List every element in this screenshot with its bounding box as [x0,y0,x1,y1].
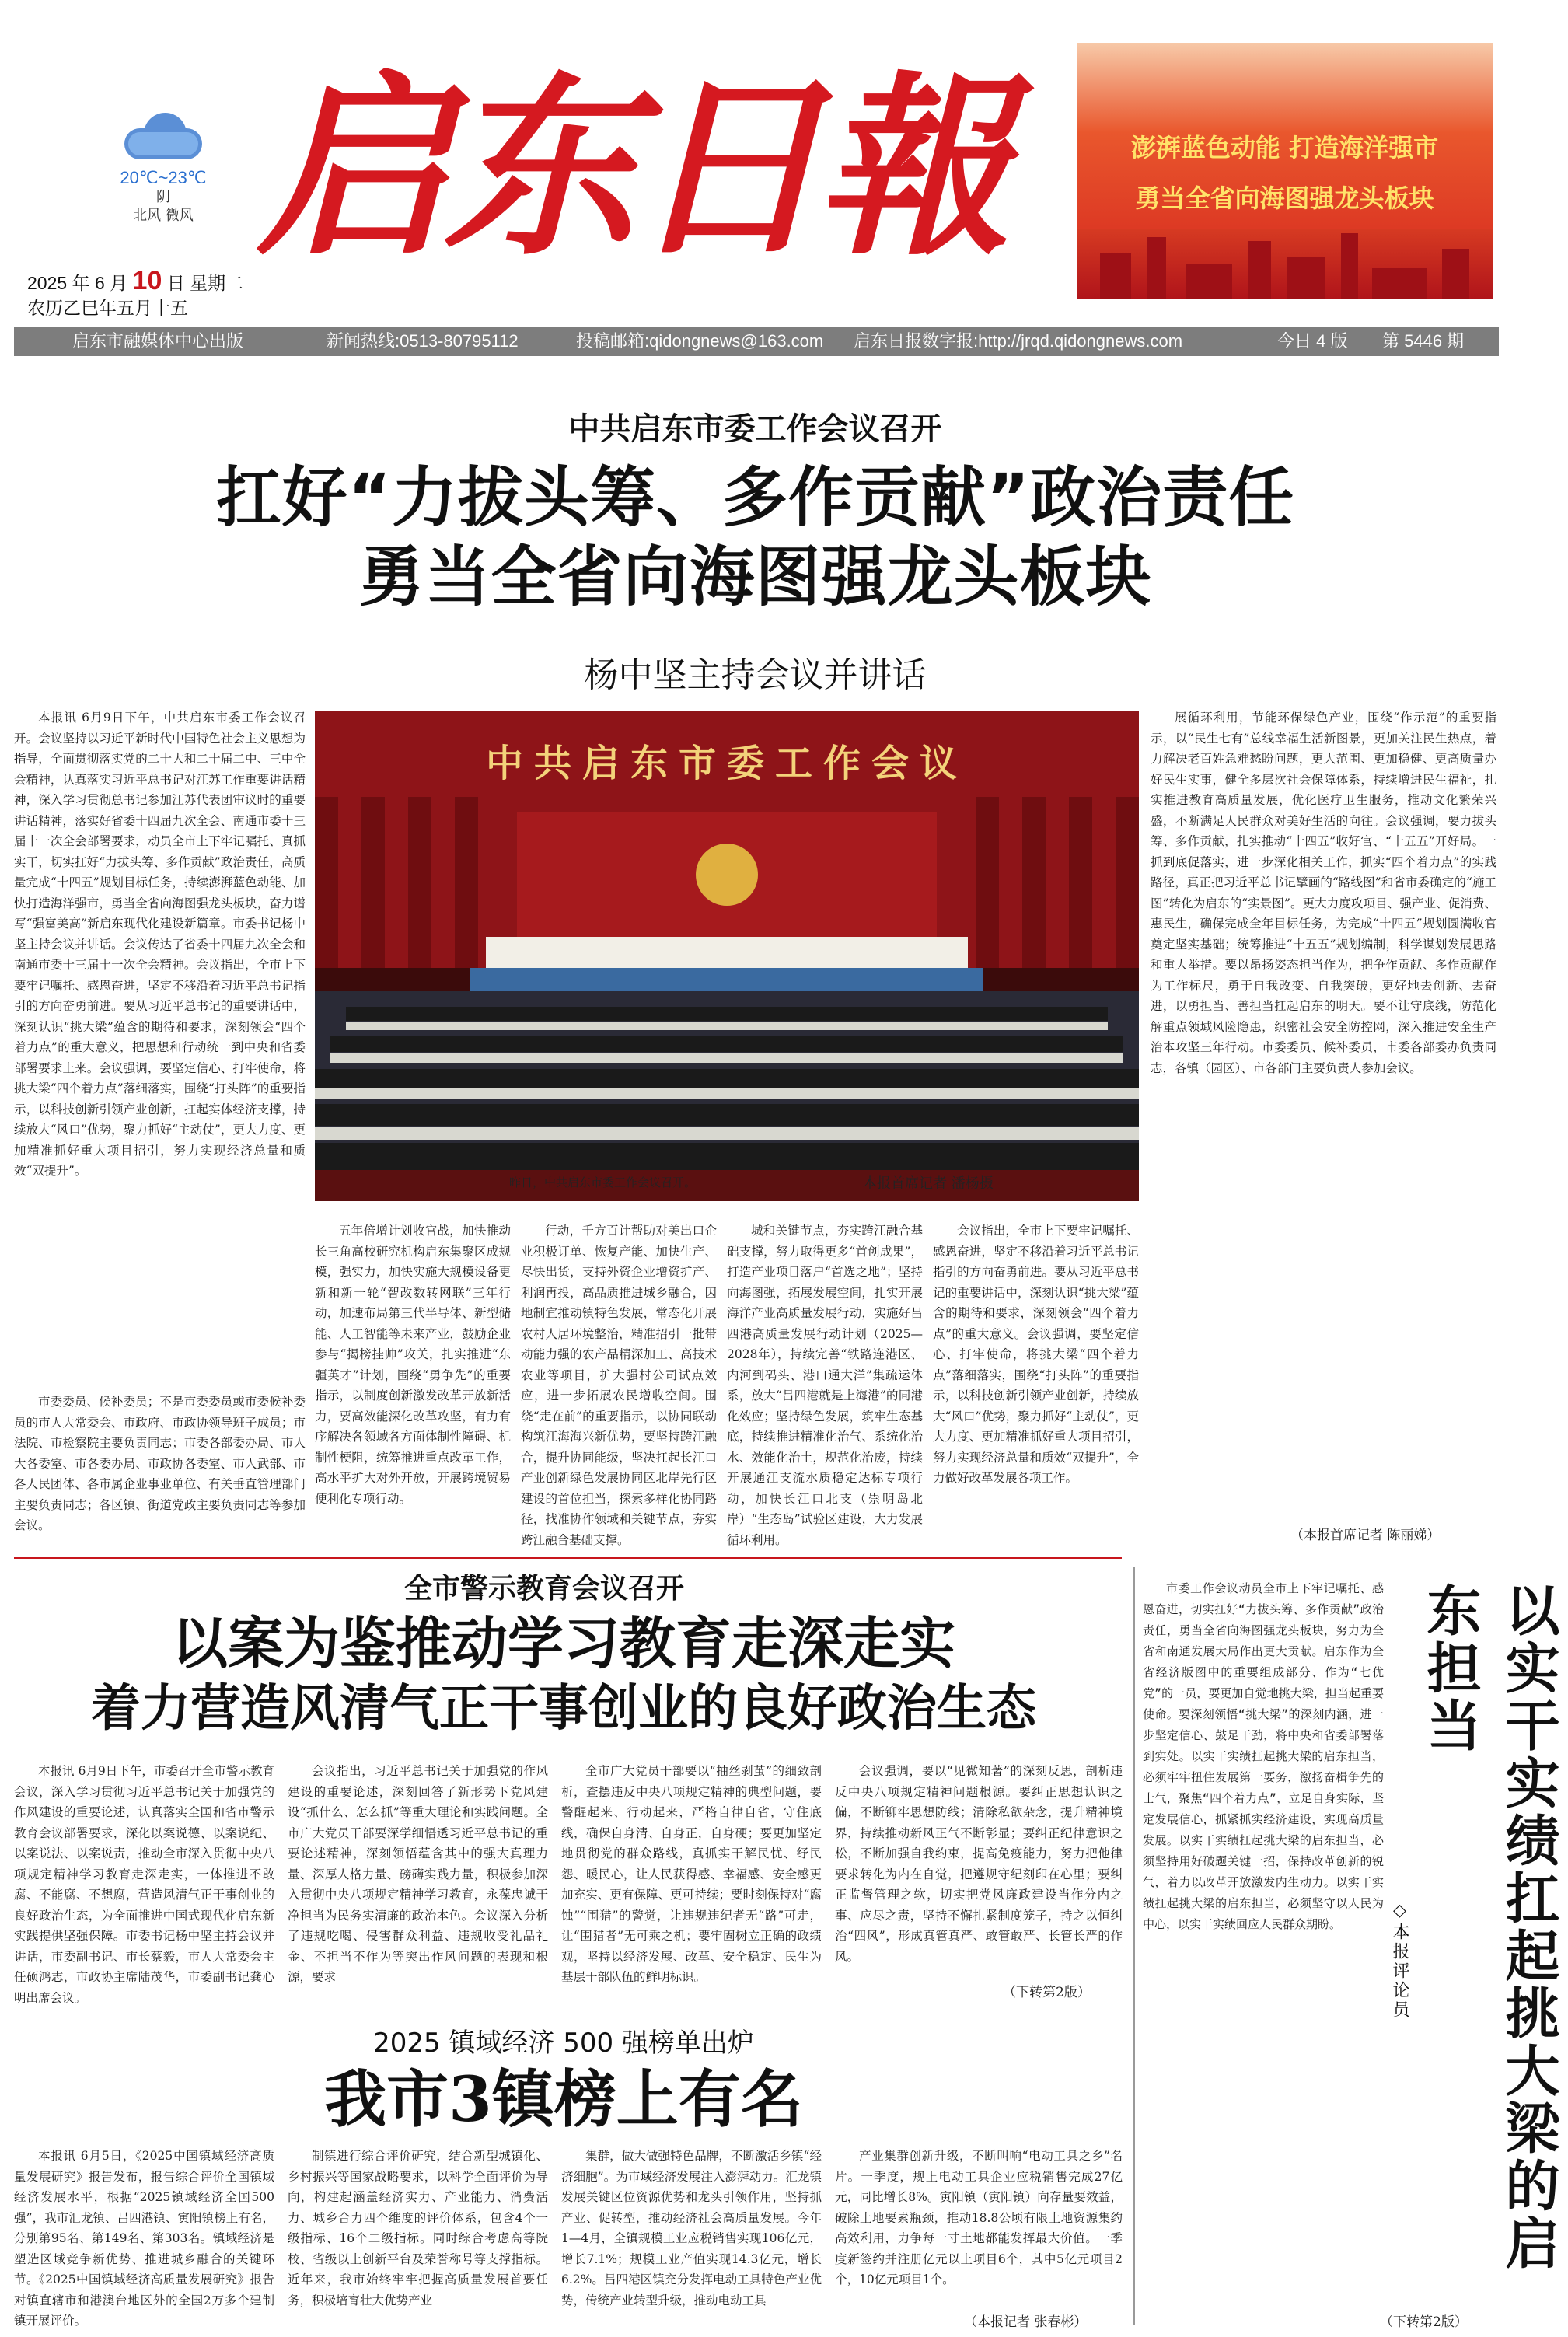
story1-text-left: 本报讯 6月9日下午，中共启东市委工作会议召开。会议坚持以习近平新时代中国特色社会主义思想为指导，全面贯彻落实党的二十大和二十届二中、三中全会精神，认真落实习近平总书记对江苏工作重要讲话精神，深入学习贯彻总书记参加江苏代表团审议时的重要讲话精神，落实好省委十四届九次全会、南通市委十三届十一次全会部署要求，动员全市上下牢记嘱托、真抓实干，切实扛好“力拔头筹、多作贡献”政治责任，高质量完成“十四五”规划目标任务，持续澎湃蓝色动能、加快打造海洋强市，勇当全省向海图强龙头板块，奋力谱写“强富美高”新启东现代化建设新篇章。市委书记杨中坚主持会议并讲话。会议传达了省委十四届九次全会和南通市委十三届十一次全会精神。会议指出，全市上下要牢记嘱托、感恩奋进，坚定不移沿着习近平总书记指引的方向奋勇前进。要从习近平总书记的重要讲话中，深刻认识“挑大梁”蕴含的期待和要求，深刻领会“四个着力点”的重大意义，把思想和行动统一到中央和省委部署要求上来。会议强调，要坚定信心、打牢使命，将挑大梁“四个着力点”落细落实，围绕“打头阵”的重要指示，以科技创新引领产业创新，扛起实体经济支撑，持续放大“风口”优势，聚力抓好“主动仗”，更大力度、更加精准抓好重大项目招引，努力实现经济总量和质效“双提升”。 [14,711,306,1178]
story3-kicker: 2025 镇域经济 500 强榜单出炉 [373,2028,754,2059]
cloudy-weather-icon [117,109,210,163]
story1-text-b4: 城和关键节点，夯实跨江融合基础支撑，努力取得更多“首创成果”，打造产业项目落户“首选之地”；坚持向海图强，拓展发展空间，扎实开展海洋产业高质量发展行动，实施好吕四港高质量发展行动计划（2025—2028年），持续完善“铁路连港区、内河到码头、港口通大洋”集疏运体系，放大“吕四港就是上海港”的同港化效应；坚持绿色发展，筑牢生态基底，持续推进精准化治气、系统化治水、效能化治土，规范化治废，持续开展通江支流水质稳定达标专项行动，加快长江口北支（崇明岛北岸）“生态岛”试验区建设，大力发展循环利用。 [727,1224,923,1547]
news-hotline: 新闻热线:0513-80795112 [327,331,519,351]
meeting-photo [315,711,1139,1201]
story1-column-b1 [14,1392,306,1547]
city-skyline-graphic [1077,229,1493,299]
newspaper-logo: 启东日報 [257,53,1003,281]
date-day: 10 [132,266,162,295]
story2-col4 [835,1761,1123,1979]
story3-credit: （本报记者 张春彬） [964,2314,1088,2330]
story1-text-b2: 五年倍增计划收官战，加快推动长三角高校研究机构启东集聚区成规模，强实力，加快实施大规模设备更新和新一轮“智改数转网联”三年行动，加速布局第三代半导体、新型储能、人工智能等未来产业，鼓励企业参与“揭榜挂帅”攻关，扎实推进“东疆英才”计划，围绕“勇争先”的重要指示，以制度创新激发改革开放新活力，要高效能深化改革攻坚，有力有序解决各领域各方面体制性障碍、机制性梗阻，统筹推进重点改革工作，高水平扩大对外开放，开展跨境贸易便利化专项行动。 [315,1224,511,1506]
submission-email[interactable]: 投稿邮箱:qidongnews@163.com [576,331,824,351]
story1-subtitle: 杨中坚主持会议并讲话 [584,655,927,695]
story2-jump: （下转第2版） [1003,1985,1091,2000]
story1-column-right [1151,707,1496,1547]
story2-kicker: 全市警示教育会议召开 [404,1573,685,1605]
photo-credit: 本报首席记者 潘杨摄 [863,1175,994,1192]
story2-col2 [288,1761,548,1998]
story2-text-4: 会议强调，要以“见微知著”的深刻反思，剖析违反中央八项规定精神问题根源。要纠正思想认识之偏，不断铆牢思想防线；清除私欲杂念，提升精神境界，持续推动新风正气不断彰显；要纠正纪律意识之松，不断加强自我约束，提高免疫能力，努力把他律要求转化为内在自觉，把遵规守纪刻印在心里；要纠正监督管理之软，切实把党风廉政建设当作分内之事、应尽之责，坚持不懈扎紧制度笼子，持之以恒纠治“四风”，形成真管真严、敢管敢严、长管长严的作风。 [835,1764,1123,1964]
weather-widget [93,109,233,225]
masthead [257,54,1034,280]
story2-text-1: 本报讯 6月9日下午，市委召开全市警示教育会议，深入学习贯彻习近平总书记关于加强党的作风建设的重要论述，认真落实全国和省市警示教育会议部署要求，深化以案说德、以案说纪、以案说法、以案说责，推动全市深入贯彻中央八项规定精神学习教育走深走实，一体推进不敢腐、不能腐、不想腐，营造风清气正干事创业的良好政治生态，为全面推进中国式现代化启东新实践提供坚强保障。市委书记杨中坚主持会议并讲话，市委副书记、市长蔡毅，市人大常委会主任硕鸿志，市政协主席陆茂华，市委副书记龚心明出席会议。 [14,1764,274,2005]
story1-text-b3: 行动，千方百计帮助对美出口企业积极订单、恢复产能、加快生产、尽快出货，支持外资企业增资扩产、利润再投，高品质推进城乡融合，因地制宜推动镇特色发展，常态化开展农村人居环境整治，精准招引一批带动能力强的农产品精深加工、高技术农业等项目，扩大强村公司试点效应，进一步拓展农民增收空间。围绕“走在前”的重要指示，以协同联动构筑江海海兴新优势，要坚持跨江融合，提升协同能级，坚决扛起长江口产业创新绿色发展协同区北岸先行区建设的首位担当，探索多样化协同路径，找准协作领域和关键节点，夯实跨江融合基础支撑。 [521,1224,717,1547]
story1-text-b1: 会议指出，全市上下要牢记嘱托、感恩奋进，坚定不移沿着习近平总书记指引的方向奋勇前进。要从习近平总书记的重要讲话中，深刻认识“挑大梁”蕴含的期待和要求，深刻领会“四个着力点”的重大意义。会议强调，要坚定信心、打牢使命，将挑大梁“四个着力点”落细落实，围绕“打头阵”的重要指示，以科技创新引领产业创新，持续放大“风口”优势，聚力抓好“主动仗”，更大力度、更加精准抓好重大项目招引，努力实现经济总量和质效“双提升”，全力做好改革发展各项工作。 [933,1224,1139,1485]
story3-col2 [288,2146,548,2328]
date-prefix: 2025 年 6 月 [27,273,133,293]
story1-text-right: 展循环利用，节能环保绿色产业，围绕“作示范”的重要指示，以“民生七有”总线幸福生活新图景，更加关注民生热点，着力解决老百姓急难愁盼问题，更大范围、更加稳健、更高质量办好民生实事，健全多层次社会保障体系，持续增进民生福祉，扎实推进教育高质量发展，优化医疗卫生服务，推动文化繁荣兴盛，不断满足人民群众对美好生活的向往。会议强调，要力拔头筹、多作贡献，扎实推动“十四五”收好官、“十五五”开好局。一抓到底促落实，进一步深化相关工作，抓实“四个着力点”的实践路径，真正把习近平总书记擘画的“路线图”和省市委确定的“施工图”转化为启东的“实景图”。更大力度攻项目、强产业、促消费、惠民生，确保完成全年目标任务，为完成“十四五”规划圆满收官奠定坚实基础；统筹推进“十五五”规划编制，科学谋划发展思路和重大举措。要以昂扬姿态担当作为，把争作贡献、多作贡献作为工作标尺，勇于自我改变、自我突破，更好地去创新、去奋进，以勇担当、善担当扛起启东的明天。要不让守底线，防范化解重点领域风险隐患，织密社会安全防控网，深入推进安全生产治本攻坚三年行动。市委委员、候补委员，市委各部委办负责同志，各镇（园区）、市各部门主要负责人参加会议。 [1151,711,1496,1075]
story1-kicker: 中共启东市委工作会议召开 [568,411,942,447]
story1-title-line1: 扛好“力拔头筹、多作贡献”政治责任 [215,459,1295,536]
commentary-title: 以实干实绩扛起挑大梁的启东担当 [1418,1582,1560,2272]
story3-col3 [561,2146,822,2328]
story1-credit: （本报首席记者 陈丽娣） [1290,1528,1441,1543]
promo-line-1: 澎湃蓝色动能 打造海洋强市 [1130,133,1439,162]
lunar-date: 农历乙巳年五月十五 [27,298,188,318]
weather-temperature: 20℃~23℃ [120,168,207,187]
commentary-author: ◇本报评论员 [1390,1901,1409,2020]
publisher: 启东市融媒体中心出版 [72,331,244,351]
story1-title-line2: 勇当全省向海图强龙头板块 [358,539,1152,615]
story3-col1 [14,2146,274,2328]
page-count: 今日 4 版 [1277,331,1348,351]
weather-condition: 阴 [156,189,170,205]
story1-column-b3 [521,1221,717,1547]
story3-text-2: 制镇进行综合评价研究，结合新型城镇化、乡村振兴等国家战略要求，以科学全面评价为导向，构建起涵盖经济实力、产业能力、消费活力、城乡合力四个维度的评价体系，包含4个一级指标、16个二级指标。同时综合考虑高等院校、省级以上创新平台及荣誉称号等支撑指标。近年来，我市始终牢牢把握高质量发展首要任务，积极培育壮大优势产业 [288,2149,548,2307]
promo-banner [1077,43,1493,299]
issue-number: 第 5446 期 [1382,331,1465,351]
commentary-divider [1133,1567,1135,2325]
story3-title: 我市3镇榜上有名 [324,2063,803,2136]
story3-col4 [835,2146,1123,2309]
story2-title-line2: 着力营造风清气正干事创业的良好政治生态 [91,1680,1036,1738]
commentary-jump: （下转第2版） [1380,2314,1468,2330]
story2-col1 [14,1761,274,2005]
photo-caption: 昨日，中共启东市委工作会议召开。 [509,1175,697,1189]
story1-column-left [14,707,306,1388]
commentary-text: 市委工作会议动员全市上下牢记嘱托、感恩奋进，切实扛好“力拔头筹、多作贡献”政治责任，勇当全省向海图强龙头板块，努力为全省和南通发展大局作出更大贡献。启东作为全省经济版图中的重要组成部分、作为“七优党”的一员，要更加自觉地挑大梁，担当起重要使命。要深刻领悟“挑大梁”的深刻内涵，进一步坚定信心、鼓足干劲，将中央和省委部署落到实处。以实干实绩扛起挑大梁的启东担当，必须牢牢扭住发展第一要务，激扬奋楫争先的士气，聚焦“四个着力点”，立足自身实际，坚定发展信心，抓紧抓实经济建设，实现高质量发展。以实干实绩扛起挑大梁的启东担当，必须坚持用好破题关键一招，保持改革创新的锐气，着力以改革开放激发内生动力。以实干实绩扛起挑大梁的启东担当，必须坚守以人民为中心，以实干实绩回应人民群众期盼。 [1143,1581,1384,1931]
promo-line-2: 勇当全省向海图强龙头板块 [1135,183,1434,213]
story1-column-b2 [315,1221,511,1547]
info-bar [14,327,1499,356]
weather-wind: 北风 微风 [133,208,194,224]
section-divider [14,1557,1122,1559]
story2-col3 [561,1761,822,1998]
story3-text-1: 本报讯 6月5日，《2025中国镇域经济高质量发展研究》报告发布，报告综合评价全国镇域经济发展水平，根据“2025镇域经济全国500强”，我市汇龙镇、吕四港镇、寅阳镇榜上有名，分别第95名、第149名、第303名。镇域经济是塑造区域竞争新优势、推进城乡融合的关键环节。《2025中国镇域经济高质量发展研究》报告对镇直辖市和港澳台地区外的全国2万多个建制镇开展评价。 [14,2149,274,2328]
story1-column-b4 [727,1221,923,1547]
commentary-body [1143,1578,1384,2332]
story1-column-b5 [933,1221,1139,1547]
dateline [27,268,243,320]
story3-text-4: 产业集群创新升级，不断叫响“电动工具之乡”名片。一季度，规上电动工具企业应税销售完成27亿元，同比增长8%。寅阳镇（寅阳镇）向存量要效益，破除土地要素瓶颈，推动18.8公顷有限土地资源集约高效利用，力争每一寸土地都能发挥最大价值。一季度新签约并注册亿元以上项目6个，其中5亿元项目2个，10亿元项目1个。 [835,2149,1123,2286]
story2-text-3: 全市广大党员干部要以“抽丝剥茧”的细致剖析，查摆违反中央八项规定精神的典型问题，要警醒起来、行动起来，严格自律自省，守住底线，确保自身清、自身正，自身硬；要更加坚定地贯彻党的群众路线，真抓实干解民忧、纾民怨、暖民心，让人民获得感、幸福感、安全感更加充实、更有保障、更可持续；要时刻保持对“腐蚀”“围猎”的警觉，让违规违纪者无“路”可走，让“围猎者”无可乘之机；要牢固树立正确的政绩观，坚持以经济发展、改革、安全稳定、民生为基层干部队伍的鲜明标识。 [561,1764,822,1984]
story2-text-2: 会议指出，习近平总书记关于加强党的作风建设的重要论述，深刻回答了新形势下党风建设“抓什么、怎么抓”等重大理论和实践问题。全市广大党员干部要深学细悟透习近平总书记的重要论述精神，深刻领悟蕴含其中的强大真理力量、深厚人格力量、磅礴实践力量，积极参加深入贯彻中央八项规定精神学习教育，永葆忠诚干净担当为民务实清廉的政治本色。会议深入分析了违规吃喝、侵害群众利益、违规收受礼品礼金、不担当不作为等突出作风问题的表现和根源，要求 [288,1764,548,1984]
photo-banner-text: 中共启东市委工作会议 [485,742,968,785]
story2-title-line1: 以案为鉴推动学习教育走深走实 [171,1611,955,1676]
story1-text-b5: 市委委员、候补委员；不是市委委员或市委候补委员的市人大常委会、市政府、市政协领导班子成员；市法院、市检察院主要负责同志；市委各部委办局、市人大各委室、市各委办局、市政协各委室、市人武部、市各人民团体、各市属企业事业单位、有关垂直管理部门主要负责同志；各区镇、街道党政主要负责同志等参加会议。 [14,1395,306,1532]
digital-edition-link[interactable]: 启东日报数字报:http://jrqd.qidongnews.com [854,331,1183,351]
date-suffix: 日 星期二 [162,273,244,293]
story3-text-3: 集群，做大做强特色品牌，不断激活乡镇“经济细胞”。为市域经济发展注入澎湃动力。汇龙镇发展关键区位资源优势和龙头引领作用，坚持抓产业、促转型，推动经济社会高质量发展。今年1—4月，全镇规模工业应税销售实现106亿元，增长7.1%；规模工业产值实现14.3亿元，增长6.2%。吕四港区镇充分发挥电动工具特色产业优势，传统产业转型升级，推动电动工具 [561,2149,822,2307]
